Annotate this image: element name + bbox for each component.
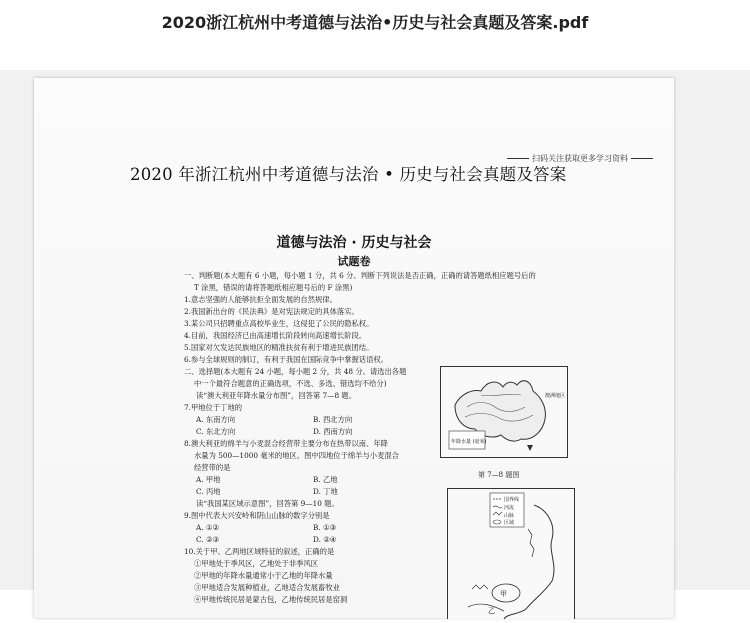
- section-title: 道德与法治 · 历史与社会: [276, 235, 432, 251]
- map1-label: 澳洲地区: [545, 393, 566, 399]
- pdf-page[interactable]: [34, 78, 674, 618]
- map2-mark-yi: 乙: [488, 607, 495, 615]
- map2-legend-item: 河流: [504, 505, 515, 511]
- text-line: 5.国家对欠发达民族地区的精准扶贫有利于增进民族团结。: [184, 343, 374, 352]
- text-line: 一、判断题(本大题有 6 小题，每小题 1 分，共 6 分。判断下列说法是否正确，正确的请答题纸相应题号后的: [184, 271, 536, 280]
- text-line: 二、选择题(本大题有 24 小题，每小题 2 分，共 48 分。请选出各题: [184, 367, 407, 376]
- china-map-graphic: [448, 489, 574, 619]
- option: C. ②③: [196, 535, 220, 544]
- text-line: ④甲地传统民居是蒙古包，乙地传统民居是窑洞: [194, 595, 348, 604]
- q8-options-row2: [184, 486, 474, 498]
- china-region-map: [447, 488, 575, 619]
- text-line: ②甲地的年降水量通常小于乙地的年降水量: [194, 571, 333, 580]
- text-line: 水量为 500—1000 毫米的地区。图中四地位于绵羊与小麦混合: [194, 451, 399, 460]
- document-title: 2020 年浙江杭州中考道德与法治 • 历史与社会真题及答案: [130, 165, 567, 184]
- text-line: 8.澳大利亚的绵羊与小麦混合经营带主要分布在热带以南、年降: [184, 439, 388, 448]
- option: D. 西南方向: [313, 427, 353, 436]
- text-line: 读“澳大利亚年降水量分布图”，回答第 7—8 题。: [196, 391, 357, 400]
- option: A. ①②: [196, 523, 219, 532]
- text-line: ③甲地适合发展种植业，乙地适合发展畜牧业: [194, 583, 340, 592]
- q7-options-row1: [184, 414, 474, 426]
- text-line: 10.关于甲、乙两地区域特征的叙述，正确的是: [184, 547, 335, 556]
- q8-options-row1: [184, 474, 474, 486]
- text-line: 3.某公司只招聘重点高校毕业生，这侵犯了公民的隐私权。: [184, 319, 374, 328]
- map2-legend-item: 山脉: [504, 513, 515, 519]
- text-line: ①甲地处于季风区，乙地处于非季风区: [194, 559, 319, 568]
- text-line: 读“我国某区域示意图”，回答第 9—10 题。: [196, 499, 339, 508]
- option: A. 甲地: [196, 475, 221, 484]
- option: C. 丙地: [196, 487, 221, 496]
- q9-options-row1: [184, 522, 474, 534]
- text-line: 9.图中代表大兴安岭和阴山山脉的数字分别是: [184, 511, 330, 520]
- text-line: 经营带的是: [194, 463, 231, 472]
- map1-caption: 第 7—8 题图: [478, 471, 520, 479]
- q7-options-row2: [184, 426, 474, 438]
- text-line: 6.参与全球规则的制订，有利于我国在国际竞争中掌握话语权。: [184, 355, 388, 364]
- map2-legend-item: 国界线: [504, 497, 520, 503]
- viewer-title-bar: [0, 0, 750, 70]
- option: C. 东北方向: [196, 427, 236, 436]
- option: A. 东南方向: [196, 415, 236, 424]
- map1-legend: 年降水量 (毫米): [451, 439, 487, 445]
- map2-mark-jia: 甲: [500, 590, 507, 598]
- option: B. 西北方向: [313, 415, 353, 424]
- australia-map-graphic: [441, 367, 567, 457]
- text-line: 2.我国新出台的《民法典》是对宪法规定的具体落实。: [184, 307, 359, 316]
- option: B. 乙地: [313, 475, 338, 484]
- text-line: 7.甲地位于丁地的: [184, 403, 243, 412]
- text-line: 中一个最符合题意的正确选项，不选、多选、错选均不给分): [194, 379, 387, 388]
- document-file-title: 2020浙江杭州中考道德与法治•历史与社会真题及答案.pdf: [161, 13, 589, 32]
- option: B. ①③: [313, 523, 337, 532]
- australia-precipitation-map: [440, 366, 568, 458]
- map2-legend-item: 区域: [504, 520, 515, 526]
- option: D. 丁地: [313, 487, 338, 496]
- paper-subtitle: 试题卷: [337, 255, 371, 268]
- text-line: 4.目前，我国经济已由高速增长阶段转向高速增长阶段。: [184, 331, 367, 340]
- text-line: T 涂黑，错误的请将答题纸相应题号后的 F 涂黑): [194, 283, 353, 292]
- header-note: 扫码关注获取更多学习资料: [504, 153, 656, 164]
- text-line: 1.意志坚强的人能够抗拒全面发展的自然规律。: [184, 295, 337, 304]
- q9-options-row2: [184, 534, 474, 546]
- option: D. ②④: [313, 535, 337, 544]
